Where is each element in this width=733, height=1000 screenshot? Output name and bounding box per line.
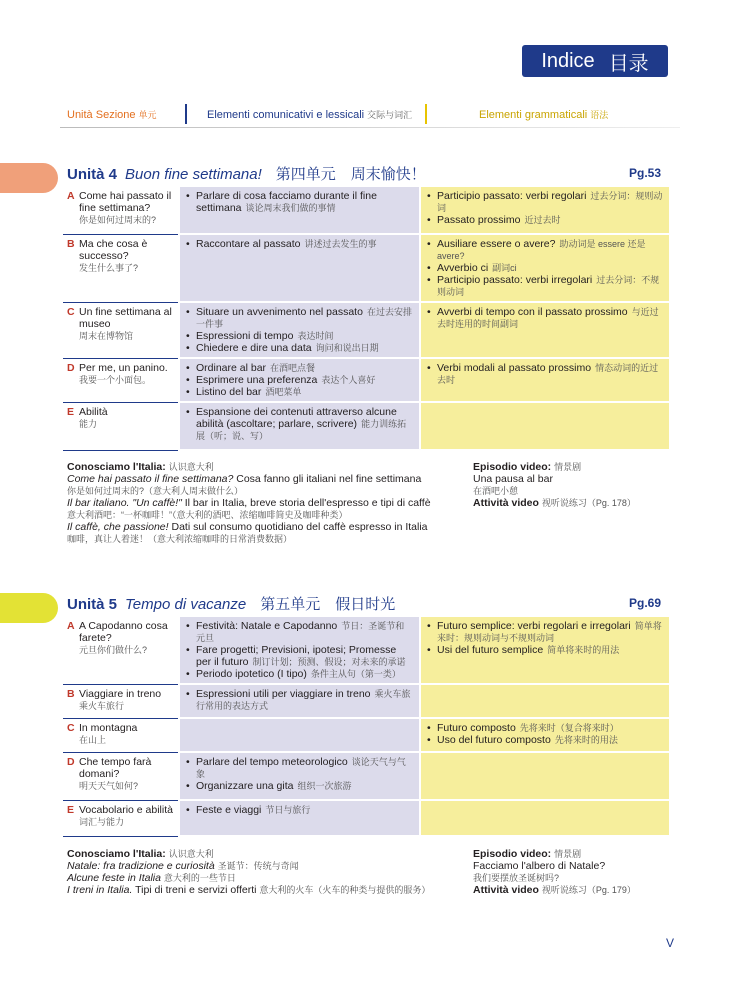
unit-5-video: Episodio video: 情景剧 Facciamo l'albero di Natale? 我们要摆放圣诞树吗? Attività video 视听说练习（Pg. 179） — [473, 848, 636, 896]
bullet-icon: • — [186, 238, 190, 250]
bullet-text-cn: 谈论周末我们做的事情 — [245, 203, 336, 213]
bullet-item — [186, 374, 413, 386]
bullet-text: Espressioni di tempo — [196, 330, 294, 342]
bullet-text-cn: 讲述过去发生的事 — [304, 239, 377, 249]
bullet-item — [186, 190, 413, 214]
bullet-icon: • — [186, 688, 190, 700]
bullet-icon: • — [427, 214, 431, 226]
section-title: Vocabolario e abilità — [79, 804, 173, 816]
section-title-cn: 在山上 — [79, 735, 107, 745]
bullet-item — [427, 362, 663, 386]
section-title-cn: 发生什么事了? — [79, 263, 139, 273]
communicative-cell — [178, 801, 419, 837]
unit-5-title[interactable]: Unità 5 Tempo di vacanze 第五单元 假日时光 — [67, 596, 396, 613]
section-title: Viaggiare in treno — [79, 688, 162, 700]
bullet-text: Raccontare al passato — [196, 238, 301, 250]
section-title: Che tempo farà domani? — [79, 756, 152, 780]
bullet-text: Ordinare al bar — [196, 362, 267, 374]
communicative-cell — [178, 235, 419, 303]
bullet-text: Esprimere una preferenza — [196, 374, 318, 386]
bullet-item — [186, 756, 413, 780]
section-cell[interactable] — [63, 753, 178, 801]
communicative-cell — [178, 719, 419, 753]
section-title-cn: 元旦你们做什么? — [79, 645, 148, 655]
bullet-text-cn: 简单将来时：规则动词与不规则动词 — [437, 621, 662, 643]
bullet-icon: • — [186, 190, 190, 202]
grammar-cell — [419, 403, 669, 451]
bullet-text: Organizzare una gita — [196, 780, 294, 792]
column-divider — [425, 104, 427, 124]
bullet-text: Espressioni utili per viaggiare in treno — [196, 688, 371, 700]
bullet-text-cn: 表达个人喜好 — [321, 375, 376, 385]
bullet-item — [186, 644, 413, 668]
bullet-text-cn: 表达时间 — [297, 331, 334, 341]
section-title: Come hai passato il fine settimana? — [79, 190, 172, 214]
section-title: Un fine settimana al museo — [79, 306, 172, 330]
bullet-text-cn: 组织一次旅游 — [297, 781, 352, 791]
bullet-text: Usi del futuro semplice — [437, 644, 544, 656]
bullet-item — [186, 386, 413, 398]
index-title-it: Indice — [541, 49, 595, 72]
grammar-cell — [419, 359, 669, 403]
bullet-text-cn: 询问和说出日期 — [315, 343, 379, 353]
bullet-text-cn: 副词ci — [492, 263, 517, 273]
communicative-cell — [178, 359, 419, 403]
bullet-icon: • — [186, 644, 190, 656]
bullet-text: Participio passato: verbi irregolari — [437, 274, 593, 286]
bullet-text-cn: 节日与旅行 — [265, 805, 311, 815]
bullet-text: Futuro semplice: verbi regolari e irregolari — [437, 620, 631, 632]
unit-5-table — [63, 617, 669, 837]
section-title: Per me, un panino. — [79, 362, 168, 374]
index-title-cn: 目录 — [608, 52, 649, 75]
bullet-item — [427, 306, 663, 330]
bullet-icon: • — [427, 238, 431, 250]
section-letter: B — [67, 238, 75, 250]
unit-4-page[interactable]: Pg.53 — [628, 166, 661, 180]
section-letter: D — [67, 756, 75, 768]
unit-4-table — [63, 187, 669, 451]
bullet-icon: • — [427, 274, 431, 286]
communicative-cell — [178, 403, 419, 451]
bullet-icon: • — [186, 330, 190, 342]
section-letter: C — [67, 306, 75, 318]
bullet-text: Uso del futuro composto — [437, 734, 551, 746]
bullet-icon: • — [427, 644, 431, 656]
unit-4-conosciamo: Conosciamo l'Italia: 认识意大利 Come hai passato il fine settimana? Cosa fanno gli italiani nel fine settimana 你是如何过周末的?（意大利人周末做什么） Il bar italiano. "Un caffè!" Il bar in Italia, breve storia dell'espresso e tipi di caffè 意大利酒吧：“一杯咖啡！”（意大利的酒吧、浓缩咖啡简史及咖啡种类） Il caffè, che passione! Dati sul consumo quotidiano del caffè espresso in Italia 咖啡，真让人着迷！（意大利浓缩咖啡的日常消费数据） — [67, 461, 431, 544]
communicative-cell — [178, 303, 419, 359]
bullet-item — [427, 620, 663, 644]
bullet-icon: • — [186, 406, 190, 418]
grammar-cell — [419, 303, 669, 359]
table-row — [63, 617, 669, 685]
bullet-icon: • — [186, 374, 190, 386]
bullet-text-cn: 能力训练拓展（听；说、写） — [196, 419, 407, 441]
bullet-icon: • — [427, 262, 431, 274]
unit-5-page[interactable]: Pg.69 — [628, 596, 661, 610]
grammar-cell — [419, 685, 669, 719]
bullet-item — [186, 406, 413, 442]
bullet-text-cn: 简单将来时的用法 — [547, 645, 620, 655]
bullet-text: Futuro composto — [437, 722, 516, 734]
table-row — [63, 359, 669, 403]
index-badge — [522, 45, 668, 77]
table-row — [63, 235, 669, 303]
bullet-text: Passato prossimo — [437, 214, 521, 226]
grammar-cell — [419, 235, 669, 303]
bullet-text-cn: 在过去安排一件事 — [196, 307, 412, 329]
bullet-icon: • — [186, 780, 190, 792]
section-cell[interactable] — [63, 235, 178, 303]
unit-5-tab — [0, 593, 58, 623]
bullet-item — [427, 214, 663, 226]
bullet-text: Verbi modali al passato prossimo — [437, 362, 592, 374]
bullet-text: Festività: Natale e Capodanno — [196, 620, 338, 632]
section-letter: C — [67, 722, 75, 734]
bullet-text-cn: 近过去时 — [524, 215, 561, 225]
bullet-icon: • — [186, 386, 190, 398]
bullet-icon: • — [186, 804, 190, 816]
bullet-text: Feste e viaggi — [196, 804, 262, 816]
bullet-text: Avverbio ci — [437, 262, 489, 274]
bullet-text: Avverbi di tempo con il passato prossimo — [437, 306, 628, 318]
bullet-item — [427, 238, 663, 262]
bullet-text: Parlare del tempo meteorologico — [196, 756, 348, 768]
bullet-text-cn: 制订计划；预测、假设；对未来的承诺 — [252, 657, 406, 667]
bullet-item — [427, 262, 663, 274]
bullet-text-cn: 节日：圣诞节和元旦 — [196, 621, 405, 643]
column-header-communicative: Elementi comunicativi e lessicali 交际与词汇 — [207, 109, 413, 121]
section-letter: D — [67, 362, 75, 374]
table-row — [63, 753, 669, 801]
bullet-text-cn: 情态动词的近过去时 — [437, 363, 659, 385]
section-letter: E — [67, 406, 75, 418]
section-cell[interactable] — [63, 719, 178, 753]
bullet-item — [186, 238, 413, 250]
section-title-cn: 你是如何过周末的? — [79, 215, 157, 225]
bullet-icon: • — [427, 306, 431, 318]
section-title: Ma che cosa è successo? — [79, 238, 148, 262]
grammar-cell — [419, 753, 669, 801]
page-number: V — [666, 936, 675, 950]
bullet-icon: • — [186, 306, 190, 318]
communicative-cell — [178, 187, 419, 235]
bullet-item — [186, 668, 413, 680]
section-cell[interactable] — [63, 403, 178, 451]
section-cell[interactable] — [63, 187, 178, 235]
bullet-text: Participio passato: verbi regolari — [437, 190, 587, 202]
bullet-item — [186, 362, 413, 374]
bullet-item — [186, 804, 413, 816]
grammar-cell — [419, 719, 669, 753]
table-row — [63, 801, 669, 837]
bullet-text-cn: 先将来时的用法 — [554, 735, 618, 745]
bullet-text-cn: 谈论天气与气象 — [196, 757, 406, 779]
section-title: A Capodanno cosa farete? — [79, 620, 168, 644]
bullet-item — [186, 688, 413, 712]
bullet-icon: • — [186, 668, 190, 680]
bullet-item — [186, 780, 413, 792]
bullet-text-cn: 条件主从句（第一类） — [310, 669, 401, 679]
bullet-item — [186, 306, 413, 330]
bullet-icon: • — [186, 342, 190, 354]
bullet-text-cn: 过去分词：规则动词 — [437, 191, 663, 213]
bullet-icon: • — [186, 362, 190, 374]
bullet-item — [186, 620, 413, 644]
table-row — [63, 719, 669, 753]
unit-4-video: Episodio video: 情景剧 Una pausa al bar 在酒吧小憩 Attività video 视听说练习（Pg. 178） — [473, 461, 636, 509]
unit-4-tab — [0, 163, 58, 193]
bullet-text: Periodo ipotetico (I tipo) — [196, 668, 307, 680]
bullet-text: Chiedere e dire una data — [196, 342, 312, 354]
bullet-text: Parlare di cosa facciamo durante il fine settimana — [196, 190, 377, 214]
bullet-text-cn: 过去分词：不规则动词 — [437, 275, 660, 297]
bullet-icon: • — [427, 734, 431, 746]
bullet-text-cn: 乘火车旅行常用的表达方式 — [196, 689, 411, 711]
bullet-icon: • — [427, 620, 431, 632]
bullet-text: Ausiliare essere o avere? — [437, 238, 556, 250]
column-header-unit: Unità Sezione 单元 — [67, 109, 157, 121]
grammar-cell — [419, 801, 669, 837]
table-row — [63, 685, 669, 719]
section-letter: E — [67, 804, 75, 816]
bullet-text: Espansione dei contenuti attraverso alcune abilità (ascoltare; parlare, scrivere) — [196, 406, 397, 430]
section-letter: A — [67, 620, 75, 632]
section-cell[interactable] — [63, 303, 178, 359]
table-row — [63, 303, 669, 359]
section-letter: A — [67, 190, 75, 202]
column-divider — [185, 104, 187, 124]
bullet-text-cn: 在酒吧点餐 — [270, 363, 316, 373]
column-header-grammar: Elementi grammaticali 语法 — [479, 109, 609, 121]
bullet-text-cn: 与近过去时连用的时间副词 — [437, 307, 659, 329]
section-cell[interactable] — [63, 801, 178, 837]
section-cell[interactable] — [63, 617, 178, 685]
bullet-item — [186, 342, 413, 354]
section-cell[interactable] — [63, 685, 178, 719]
section-title-cn: 词汇与能力 — [79, 817, 125, 827]
communicative-cell — [178, 753, 419, 801]
section-title-cn: 乘火车旅行 — [79, 701, 125, 711]
header-rule — [60, 127, 680, 128]
bullet-icon: • — [186, 620, 190, 632]
grammar-cell — [419, 187, 669, 235]
bullet-item — [186, 330, 413, 342]
bullet-item — [427, 274, 663, 298]
bullet-text-cn: 先将来时（复合将来时） — [519, 723, 619, 733]
bullet-item — [427, 644, 663, 656]
section-title-cn: 周末在博物馆 — [79, 331, 134, 341]
communicative-cell — [178, 685, 419, 719]
bullet-item — [427, 734, 663, 746]
section-title: In montagna — [79, 722, 138, 734]
table-row — [63, 187, 669, 235]
bullet-text: Listino del bar — [196, 386, 262, 398]
section-title-cn: 我要一个小面包。 — [79, 375, 152, 385]
section-letter: B — [67, 688, 75, 700]
bullet-icon: • — [427, 190, 431, 202]
bullet-icon: • — [427, 362, 431, 374]
bullet-text-cn: 酒吧菜单 — [265, 387, 302, 397]
bullet-item — [427, 190, 663, 214]
table-row — [63, 403, 669, 451]
communicative-cell — [178, 617, 419, 685]
unit-4-title[interactable]: Unità 4 Buon fine settimana! 第四单元 周末愉快！ — [67, 166, 426, 183]
section-title-cn: 明天天气如何? — [79, 781, 139, 791]
section-title: Abilità — [79, 406, 108, 418]
bullet-text-cn: 助动词是 essere 还是 avere? — [437, 239, 646, 261]
bullet-text: Situare un avvenimento nel passato — [196, 306, 363, 318]
unit-5-conosciamo: Conosciamo l'Italia: 认识意大利 Natale: fra tradizione e curiosità 圣诞节：传统与奇闻 Alcune feste in Italia 意大利的一些节日 I treni in Italia. Tipi di treni e servizi offerti 意大利的火车（火车的种类与提供的服务） — [67, 848, 431, 896]
grammar-cell — [419, 617, 669, 685]
bullet-icon: • — [427, 722, 431, 734]
bullet-item — [427, 722, 663, 734]
section-title-cn: 能力 — [79, 419, 98, 429]
bullet-icon: • — [186, 756, 190, 768]
section-cell[interactable] — [63, 359, 178, 403]
bullet-text: Fare progetti; Previsioni, ipotesi; Promesse per il futuro — [196, 644, 397, 668]
